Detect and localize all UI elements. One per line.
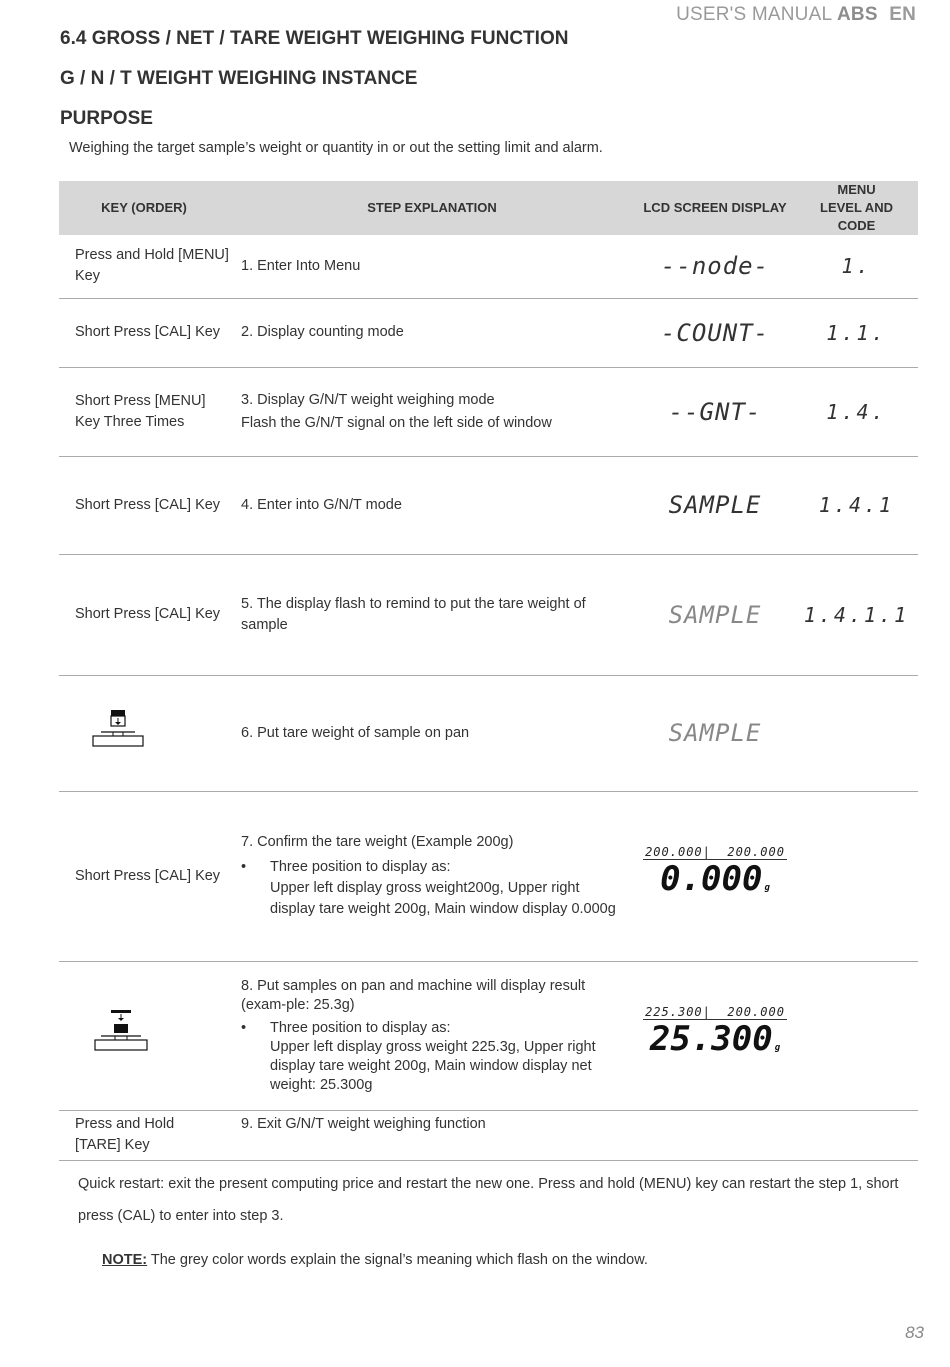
procedure-table bbox=[59, 181, 918, 1161]
menu-code: 1.4.1.1 bbox=[803, 602, 910, 627]
key-cell: Press and Hold [TARE] Key bbox=[59, 1110, 229, 1160]
table-row bbox=[59, 554, 918, 675]
lcd-tare-value: 200.000 bbox=[727, 845, 785, 859]
table-row bbox=[59, 235, 918, 298]
key-cell bbox=[59, 675, 229, 791]
model-label: ABS bbox=[837, 4, 878, 25]
note-text: The grey color words explain the signal’s meaning which flash on the window. bbox=[147, 1252, 648, 1268]
lcd-display: SAMPLE bbox=[668, 600, 762, 629]
step-cell: 5. The display flash to remind to put the tare weight of sample bbox=[229, 554, 635, 675]
bullet-item bbox=[241, 1019, 635, 1095]
key-cell bbox=[59, 961, 229, 1110]
step-cell: 4. Enter into G/N/T mode bbox=[229, 456, 635, 554]
bullet-detail: Upper left display gross weight 225.3g, Upper right display tare weight 200g, Main window display net weight: 25.300g bbox=[270, 1038, 596, 1093]
lcd-display: SAMPLE bbox=[668, 719, 762, 747]
column-header-lcd: LCD SCREEN DISPLAY bbox=[635, 181, 795, 235]
key-cell: Short Press [CAL] Key bbox=[59, 554, 229, 675]
section-title: 6.4 GROSS / NET / TARE WEIGHT WEIGHING FUNCTION bbox=[60, 28, 569, 49]
table-header-row bbox=[59, 181, 918, 235]
sample-on-pan-icon bbox=[87, 1008, 157, 1063]
table-row bbox=[59, 456, 918, 554]
bullet-detail: Upper left display gross weight200g, Upper right display tare weight 200g, Main window display 0.000g bbox=[270, 880, 616, 917]
key-cell: Short Press [MENU] Key Three Times bbox=[59, 367, 229, 456]
column-header-key: KEY (ORDER) bbox=[59, 181, 229, 235]
lcd-main-value: 0.000 bbox=[660, 859, 763, 899]
purpose-title: PURPOSE bbox=[60, 108, 153, 129]
step-line: 3. Display G/N/T weight weighing mode bbox=[241, 391, 495, 408]
step-line: Flash the G/N/T signal on the left side of window bbox=[241, 414, 552, 431]
lcd-unit: g bbox=[764, 883, 770, 893]
menu-code: 1.4. bbox=[826, 399, 887, 424]
bullet-line: • Three position to display as: bbox=[270, 1019, 451, 1036]
step-cell bbox=[229, 791, 635, 961]
menu-code: 1.1. bbox=[826, 320, 887, 345]
key-cell: Short Press [CAL] Key bbox=[59, 298, 229, 367]
lcd-gross-value: 225.300 bbox=[645, 1004, 703, 1019]
note-label: NOTE: bbox=[102, 1252, 148, 1268]
column-header-step: STEP EXPLANATION bbox=[229, 181, 635, 235]
lcd-display: SAMPLE bbox=[668, 491, 762, 519]
manual-label: USER'S MANUAL bbox=[676, 4, 832, 25]
menu-code: 1.4.1 bbox=[818, 493, 895, 517]
lcd-display: --node- bbox=[660, 252, 770, 281]
instance-title: G / N / T WEIGHT WEIGHING INSTANCE bbox=[60, 68, 418, 89]
language-label: EN bbox=[889, 4, 916, 25]
column-header-code: MENU LEVEL AND CODE bbox=[795, 181, 918, 235]
step-line: 7. Confirm the tare weight (Example 200g) bbox=[241, 834, 514, 850]
table-row bbox=[59, 1110, 918, 1160]
lcd-display: -COUNT- bbox=[660, 318, 770, 347]
table-row bbox=[59, 791, 918, 961]
lcd-three-position-display bbox=[643, 845, 787, 907]
step-cell: 9. Exit G/N/T weight weighing function bbox=[229, 1110, 635, 1160]
lcd-main-value: 25.300 bbox=[649, 1018, 773, 1059]
key-cell: Press and Hold [MENU] Key bbox=[59, 235, 229, 298]
lcd-tare-value: 200.000 bbox=[727, 1004, 785, 1019]
step-cell: 6. Put tare weight of sample on pan bbox=[229, 675, 635, 791]
step-cell: 2. Display counting mode bbox=[229, 298, 635, 367]
lcd-unit: g bbox=[774, 1042, 781, 1053]
tare-weight-on-pan-icon bbox=[83, 708, 153, 758]
quick-restart-text: Quick restart: exit the present computing price and restart the new one. Press and hold (MENU) key can restart the step 1, short press (CAL) to enter into step 3. bbox=[78, 1176, 899, 1224]
key-cell: Short Press [CAL] Key bbox=[59, 456, 229, 554]
table-row bbox=[59, 298, 918, 367]
lcd-gross-value: 200.000 bbox=[645, 845, 703, 859]
page-number: 83 bbox=[905, 1323, 924, 1342]
table-row bbox=[59, 367, 918, 456]
bullet-line: • Three position to display as: bbox=[270, 859, 451, 875]
menu-code: 1. bbox=[841, 254, 872, 279]
step-cell bbox=[229, 961, 635, 1110]
lcd-top-row: 225.300| 200.000 bbox=[645, 1004, 785, 1019]
lcd-top-row: 200.000| 200.000 bbox=[645, 845, 785, 859]
lcd-display: --GNT- bbox=[668, 397, 762, 426]
purpose-text: Weighing the target sample’s weight or quantity in or out the setting limit and alarm. bbox=[69, 140, 603, 156]
lcd-three-position-display bbox=[643, 1005, 787, 1067]
bullet-item bbox=[241, 857, 635, 920]
table-row bbox=[59, 961, 918, 1110]
key-cell: Short Press [CAL] Key bbox=[59, 791, 229, 961]
table-row bbox=[59, 675, 918, 791]
page-header bbox=[676, 4, 916, 26]
note bbox=[102, 1252, 648, 1268]
step-cell bbox=[229, 367, 635, 456]
step-line: 8. Put samples on pan and machine will display result (exam-ple: 25.3g) bbox=[241, 977, 586, 1013]
step-cell: 1. Enter Into Menu bbox=[229, 235, 635, 298]
